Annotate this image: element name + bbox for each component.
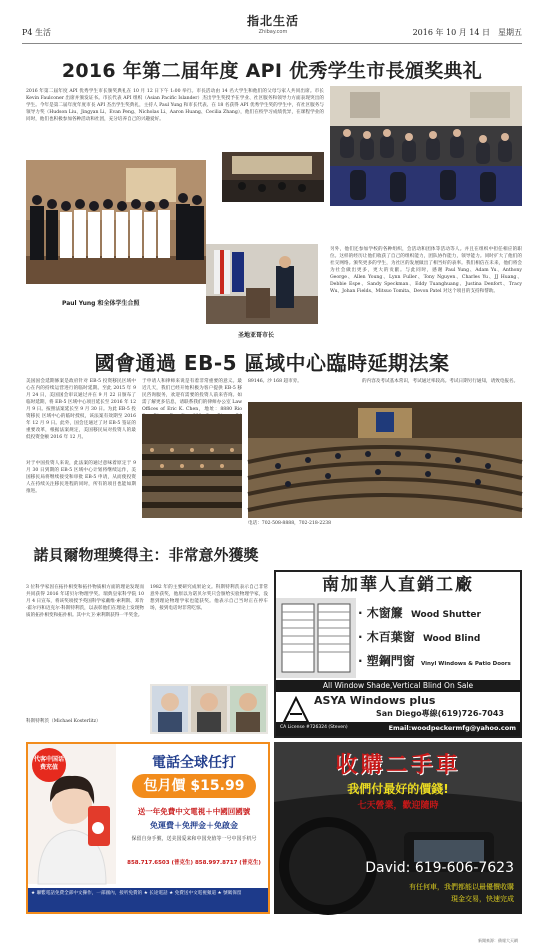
group-photo [26, 160, 206, 284]
window-ad [274, 570, 522, 738]
issue-date: 2016 年 10 月 14 日 星期五 [412, 28, 522, 37]
article1-headline: 2016 年第二届年度 API 优秀学生市長頒奖典礼 [61, 60, 483, 82]
article1-side-text: 另外，他们还参加学校的各种组织，会活动和团体等活动等人。并且在组织中担任相应的职位。这样的经历让他们收获了自己的组织能力，团队协作能力，领导能力。同时扩大了他们的社交网络。颁奖更多的学生，为社区的发展做出了相当好的表率。我们相信在未来，他们将会为社会做出更多，更大的贡献。与此同时，感谢 Paul Yung、Adam Yu、Anthony George、Allen Young、Lynn Fuller、Tony Nguyen、Charles Yu、JJ Huang、Debbie Espe、Sandy Speckman、Eddy Tuanghuang、Justina Denfort、Tracy Wu、Johan Fields、Mitsuo Tomita、Devon Patel 对这个项目的支持和帮助。 [330, 247, 522, 294]
congress-photo-left [142, 414, 242, 518]
window-ad-item3 [358, 652, 520, 669]
window-ad-title: 南加華人直銷工廠 [276, 572, 520, 598]
page-label: P4 生活 [22, 28, 52, 37]
article2-contact: 电话：702-508-8888，702-218-2238 [248, 521, 332, 526]
item3-cn: · 塑鋼門窗 [358, 654, 415, 668]
phone-ad-line1: 送一年免費中文電視＋中國回國號 [137, 807, 251, 816]
window-ad-company: ASYA Windows plus [314, 694, 436, 707]
window-ad-footer [276, 722, 520, 736]
group-photo-caption: Paul Yung 和全体学生合照 [62, 300, 140, 307]
phone-ad-line3: 保留自身手號，送美国爱来和中国充值等一号中国手机号 [131, 836, 257, 842]
item3-en: Vinyl Windows & Patio Doors [420, 661, 511, 667]
logo-subtitle: Zhibay.com [258, 29, 288, 35]
asya-logo-icon [282, 696, 310, 724]
window-shutter-image [276, 598, 356, 678]
phone-ad [26, 742, 270, 914]
window-ad-phone[interactable]: San Diego專線(619)726-7043 [376, 709, 504, 718]
car-ad [274, 742, 522, 914]
article3-headline: 諾貝爾物理獎得主：非常意外獲獎 [33, 546, 259, 564]
page-header [22, 10, 522, 44]
car-ad-phone[interactable]: David: 619-606-7623 [365, 860, 514, 876]
item1-cn: · 木窗簾 [358, 606, 403, 620]
phone-ad-title: 電話全球任打 [152, 755, 236, 771]
phone-ad-badge: 代客中国话费充值 [32, 748, 66, 782]
window-ad-email[interactable]: Email:woodpeckermfg@yahoo.com [388, 724, 516, 732]
phone-ad-price: 包月價 $15.99 [132, 774, 256, 798]
congress-chamber-photo [248, 402, 522, 518]
mayor-photo [206, 244, 318, 324]
window-ad-banner: All Window Shade,Vertical Blind On Sale [276, 680, 520, 692]
phone-ad-contacts[interactable]: 858.717.6503 (普克生) 858.997.8717 (普克生) [127, 860, 261, 866]
article3-col1: 3 位科学家因在拓扑相变和拓扑物质相方面的理论发现而共同获得 2016 年诺贝尔物理学奖。瑞典皇家科学院 10 月 4 日宣布，将该奖项授予英国科学家戴维·索利斯、邓肯·霍尔丹和迈克尔·科斯特利茨，以表彰他们在理论上发现物质的拓扑相变和拓扑相。其中大卫·索利斯获得一半奖金。 [26, 585, 144, 618]
window-ad-item1 [358, 604, 518, 621]
item1-en: Wood Shutter [410, 610, 481, 620]
article2-col3: 89146。沙 168 超市旁。 [248, 379, 302, 384]
car-ad-bottom2: 現金交易，快速完成 [451, 895, 514, 903]
page-footer: 新聞來源：僑報大天網 [478, 938, 518, 943]
article2-headline: 國會通過 EB-5 區域中心臨時延期法案 [94, 351, 450, 375]
article2-col1: 美国国会延期修案是政府针对 EB-5 投资移民区域中心在内的持续运营进行的临时延期。至此 2015 年 9 月 24 日，美国国会审议通过并在 9 月 22 日颁布了临时延期，将 EB-5 区域中心项目延长至 2016 年 12 月 9 日。按照法案延长至 9 月 30 日。为此 EB-5 投资移民 区域中心的临时授权，该法案有效期至 2016 年 12 月 9 日。此外，国会还通过了对 EB-5 签证的重要改革，根据法案规定，美国移民局对投资人的最低投资金额 2016 年 12 月。 [26, 379, 136, 440]
masthead-logo [238, 12, 308, 35]
phone-ad-line2: 免運費＋免押金＋免啟金 [150, 821, 238, 830]
article2-col2: 于申请人和律师来说是有着非常重要的意义。最近几天，我们已经开始积极为客户提供 EB-5 移民咨询服务，欢迎有需要的投资人前来咨询。如需了解更多信息，请联系我们的律师办公室 Law Offices of Eric K. Chen，地址：8880 Rio [142, 379, 242, 412]
logo-title: 指北生活 [246, 14, 299, 28]
window-ad-item2 [358, 628, 518, 645]
window-ad-license: CA License #726324 (Steven) [280, 725, 348, 730]
article2-col1b: 对于中国投资人来说，此法案的通过意味着原定于 9 月 30 日到期的 EB-5 区域中心计划将继续运作，美国移民局将继续接受和审批 EB-5 申请，从而使投资人在持续关注移民进程的同时，所有的项目也能如期推进。 [26, 461, 136, 494]
car-ad-sub2: 七天營業，歡迎隨時 [357, 801, 439, 811]
auditorium-photo [330, 86, 522, 206]
item2-cn: · 木百葉窗 [358, 630, 415, 644]
article1-intro: 2016 年第二届年度 API 优秀学生市长颁奖典礼在 10 月 12 日下午 1:00 举行。市長活动由 14 名大学生和他们的父母与家人共同出席。市长 Kevin Faulconer 出席并颁发证书。市长代表 API 组织（Asian Pacific Islander）杰出学生奖授予在学业、社区服务和领导力方面表现突出的学生。今年是第二届年度年度市長 API 杰出学生奖典礼，主持人 Paul Yung 和市长代表、在 18 名获得 API 优秀学生奖的学生中，有社区服务与领导力奖（Hudson Liu、Jingyan Li、Evan Peng、Nicholas Li、Aaron Huang、Cecilia Zhang），他们在校学习成绩优异，在课程学业的同时，他们也积极参加各种活动和社团，充分培养自己的兴趣爱好。 [26, 89, 324, 122]
article2-col4: 的内容及考试基本常识，考试通过率较高。考试日期另行通知，请致电报名。 [362, 379, 519, 384]
item2-en: Wood Blind [422, 634, 481, 644]
phone-ad-model-image [28, 744, 116, 884]
phone-ad-bottom: ★ 聯繫電話免費全部中文操作，一部國內，接听免費的 ★ 长途電話 ★ 免費送中文電視頻道 ★ 號碼保留 [28, 888, 268, 912]
car-ad-bottom1: 有任何車，我們都能以最優價收購 [409, 883, 514, 891]
council-room-photo [222, 152, 324, 202]
car-ad-sub1: 我們付最好的價錢! [347, 782, 449, 796]
article3-caption: 科斯特利茨（Michael Kosterlitz） [26, 719, 101, 724]
car-ad-title: 收購二手車 [335, 753, 461, 778]
mayor-photo-caption: 圣地亚哥市长 [238, 332, 275, 339]
article3-col2: 1982 年的主要研究成果论文。科斯特利茨表示自己非常意外获奖，他原以为诺贝尔奖只会颁给实验物理学家，没想到理论物理学家也能获奖。他表示自己当时正在停车场，接到电话时非常吃惊。 [150, 585, 268, 611]
